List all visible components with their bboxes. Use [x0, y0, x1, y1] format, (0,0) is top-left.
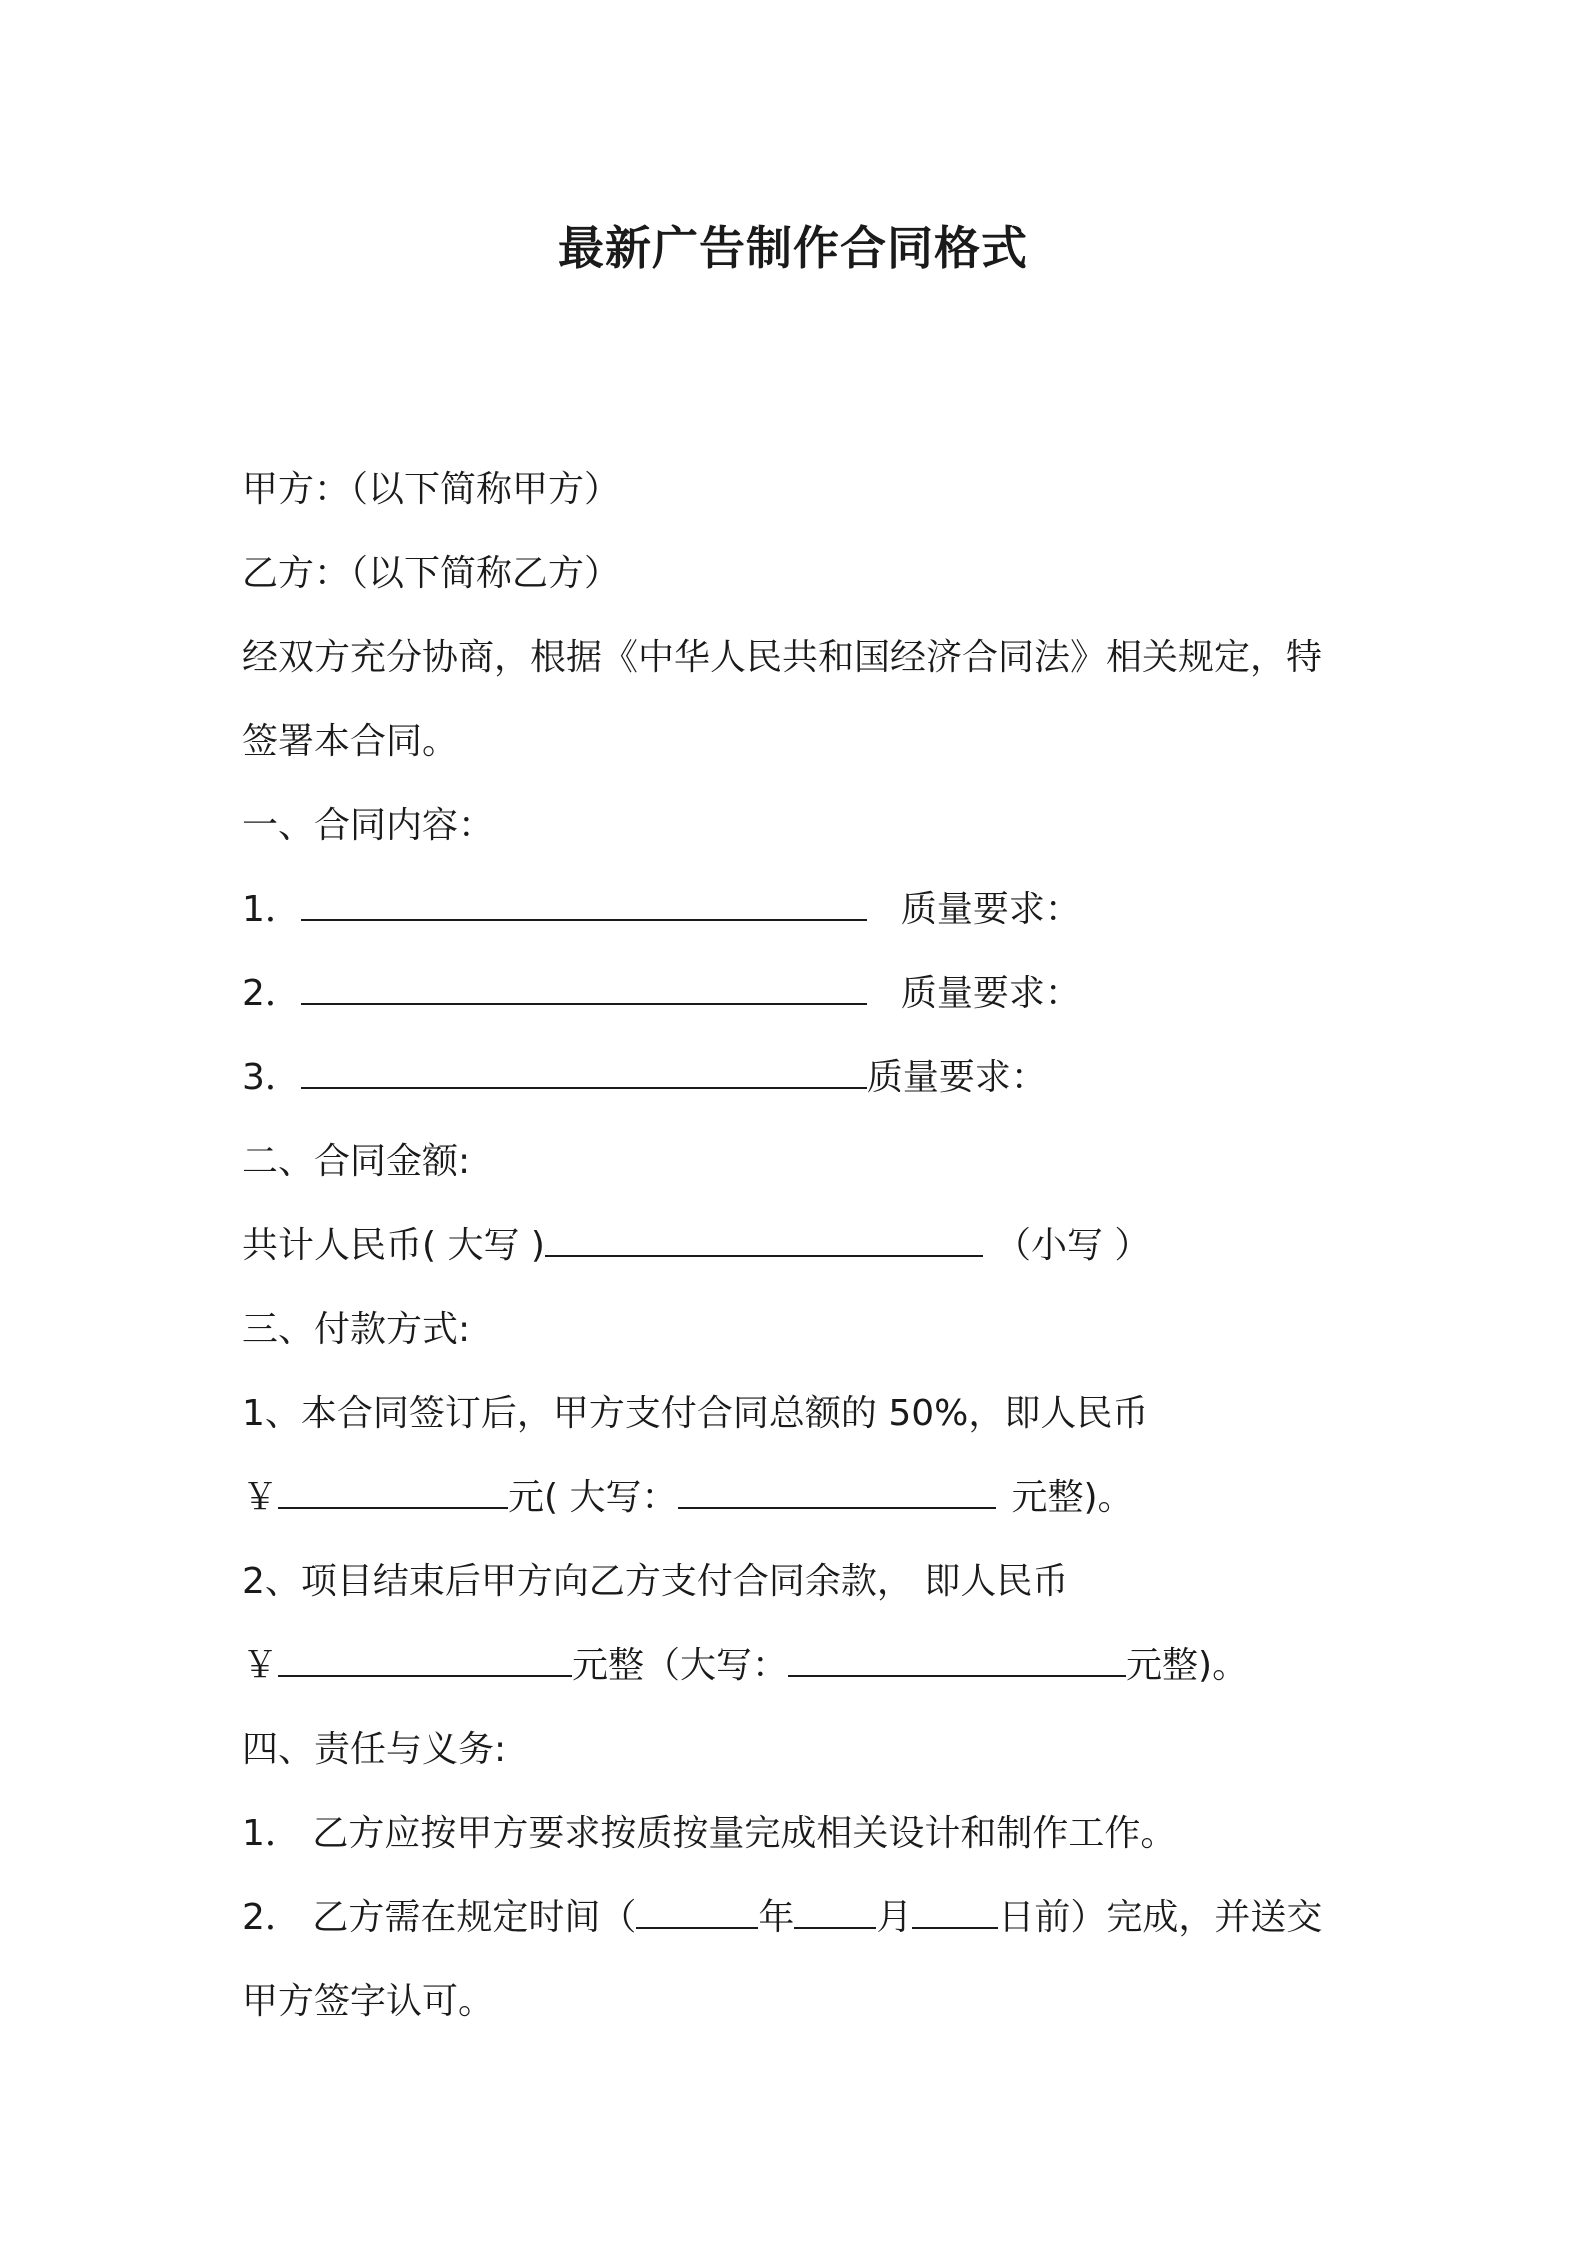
payment-2-uppercase-label: 元整（大写：: [572, 1645, 789, 1686]
content-item-3: [242, 1036, 1372, 1120]
payment-2-line: 2、项目结束后甲方向乙方支付合同余款， 即人民币: [242, 1561, 1069, 1602]
preamble-line-2: 签署本合同。: [242, 721, 459, 762]
payment-1-line: 1、本合同签订后，甲方支付合同总额的 50%，即人民币: [242, 1393, 1149, 1434]
content-item-1-quality-label: 质量要求：: [900, 889, 1081, 930]
deadline-year-label: 年: [758, 1897, 795, 1938]
payment-2-amount-blank[interactable]: [278, 1629, 572, 1677]
payment-1-uppercase-label: 元( 大写：: [508, 1477, 678, 1518]
content-item-2: [242, 952, 1372, 1036]
amount-lowercase-label: （小写 ）: [994, 1225, 1151, 1266]
payment-2-suffix: 元整)。: [1126, 1645, 1249, 1686]
section-3-heading: 三、付款方式:: [242, 1309, 471, 1350]
amount-blank[interactable]: [545, 1209, 983, 1257]
content-item-3-number: 3．: [242, 1057, 301, 1098]
payment-1-amount-blank[interactable]: [278, 1461, 508, 1509]
content-item-2-quality-label: 质量要求：: [900, 973, 1081, 1014]
duty-2-suffix: 日前）完成，并送交: [998, 1897, 1323, 1938]
payment-1-suffix: 元整)。: [1011, 1477, 1134, 1518]
duty-2-line: [242, 1876, 1372, 1960]
section-1-heading: 一、合同内容：: [242, 805, 495, 846]
preamble-line-1: 经双方充分协商，根据《中华人民共和国经济合同法》相关规定，特: [242, 637, 1323, 678]
party-b-line: 乙方：（以下简称乙方）: [242, 553, 621, 594]
content-item-1-blank[interactable]: [301, 873, 867, 921]
section-2-heading: 二、合同金额:: [242, 1141, 471, 1182]
payment-2-yen: ￥: [242, 1645, 279, 1686]
deadline-year-blank[interactable]: [636, 1881, 758, 1929]
content-item-3-blank[interactable]: [301, 1041, 867, 1089]
content-item-2-number: 2．: [242, 973, 301, 1014]
payment-2-uppercase-blank[interactable]: [788, 1629, 1126, 1677]
payment-1-amount-line: [242, 1456, 1372, 1540]
contract-body: [242, 448, 1372, 2044]
amount-line: [242, 1204, 1372, 1288]
deadline-day-blank[interactable]: [912, 1881, 998, 1929]
content-item-2-blank[interactable]: [301, 957, 867, 1005]
content-item-3-quality-label: 质量要求：: [866, 1057, 1047, 1098]
payment-1-uppercase-blank[interactable]: [678, 1461, 996, 1509]
deadline-month-label: 月: [876, 1897, 913, 1938]
payment-2-amount-line: [242, 1624, 1372, 1708]
content-item-1: [242, 868, 1372, 952]
duty-2-text: 2． 乙方需在规定时间（: [242, 1897, 637, 1938]
amount-uppercase-label: 共计人民币( 大写 ): [242, 1225, 545, 1266]
duty-1-line: 1． 乙方应按甲方要求按质按量完成相关设计和制作工作。: [242, 1813, 1177, 1854]
deadline-month-blank[interactable]: [794, 1881, 876, 1929]
duty-2-continuation: 甲方签字认可。: [242, 1981, 495, 2022]
payment-1-yen: ￥: [242, 1477, 279, 1518]
party-a-line: 甲方：（以下简称甲方）: [242, 469, 621, 510]
content-item-1-number: 1．: [242, 889, 301, 930]
section-4-heading: 四、责任与义务:: [242, 1729, 507, 1770]
document-title: 最新广告制作合同格式: [558, 221, 1028, 275]
